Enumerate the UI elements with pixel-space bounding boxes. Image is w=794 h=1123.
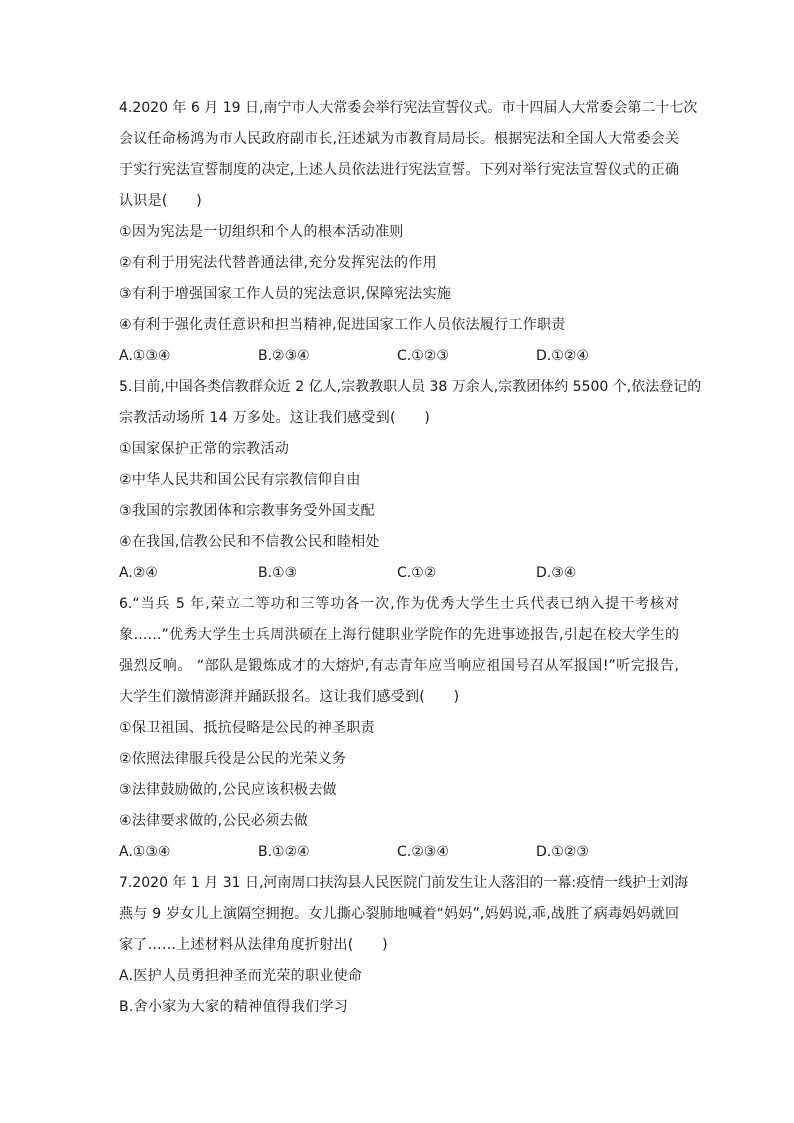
- question-7: [119, 873, 689, 1017]
- question-6-stem-line: 大学生们激情澎湃并踊跃报名。这让我们感受到( ): [119, 689, 460, 705]
- question-5-stem-line: 宗教活动场所 14 万多处。这让我们感受到( ): [119, 410, 431, 426]
- question-5-stem-line: 5.目前,中国各类信教群众近 2 亿人,宗教教职人员 38 万余人,宗教团体约 5500 个,依法登记的: [119, 379, 702, 395]
- option-c: C.①②③: [397, 348, 449, 364]
- question-4-stem-line: 于实行宪法宣誓制度的决定,上述人员依法进行宪法宣誓。下列对举行宪法宣誓仪式的正确: [119, 162, 679, 178]
- question-4-stem-line: 4.2020 年 6 月 19 日,南宁市人大常委会举行宪法宣誓仪式。市十四届人大常委会第二十七次: [119, 100, 698, 116]
- document-page: [119, 98, 702, 1028]
- question-5-statement: ①国家保护正常的宗教活动: [119, 441, 290, 457]
- question-5-statement: ②中华人民共和国公民有宗教信仰自由: [119, 472, 361, 488]
- question-5-options: [119, 563, 679, 583]
- question-4-statement: ③有利于增强国家工作人员的宪法意识,保障宪法实施: [119, 286, 452, 302]
- option-b: B.①③: [258, 565, 298, 581]
- question-6-statement: ③法律鼓励做的,公民应该积极去做: [119, 782, 337, 798]
- question-6-statement: ①保卫祖国、抵抗侵略是公民的神圣职责: [119, 720, 375, 736]
- question-4-statement: ②有利于用宪法代替普通法律,充分发挥宪法的作用: [119, 255, 437, 271]
- option-a: A.医护人员勇担神圣而光荣的职业使命: [119, 968, 363, 984]
- question-6-stem-line: 象……”优秀大学生士兵周洪硕在上海行健职业学院作的先进事迹报告,引起在校大学生的: [119, 627, 679, 643]
- question-7-stem-line: 7.2020 年 1 月 31 日,河南周口扶沟县人民医院门前发生让人落泪的一幕:疫情一线护士刘海: [119, 875, 689, 891]
- question-6: [119, 594, 679, 862]
- question-7-stem-line: 家了……上述材料从法律角度折射出( ): [119, 937, 388, 953]
- option-a: A.②④: [119, 565, 158, 581]
- question-6-statement: ④法律要求做的,公民必须去做: [119, 813, 309, 829]
- option-d: D.①②③: [536, 844, 589, 860]
- question-4-statement: ④有利于强化责任意识和担当精神,促进国家工作人员依法履行工作职责: [119, 317, 566, 333]
- option-b: B.舍小家为大家的精神值得我们学习: [119, 999, 349, 1015]
- question-5: [119, 377, 702, 583]
- option-b: B.②③④: [258, 348, 310, 364]
- question-4-options: [119, 346, 679, 366]
- question-4-statement: ①因为宪法是一切组织和个人的根本活动准则: [119, 224, 404, 240]
- option-d: D.①②④: [536, 348, 589, 364]
- question-4-stem-line: 会议任命杨鸿为市人民政府副市长,汪述斌为市教育局局长。根据宪法和全国人大常委会关: [119, 131, 679, 147]
- option-a: A.①③④: [119, 348, 171, 364]
- question-6-options: [119, 842, 679, 862]
- question-7-stem-line: 燕与 9 岁女儿上演隔空拥抱。女儿撕心裂肺地喊着“妈妈”,妈妈说,乖,战胜了病毒妈妈就回: [119, 906, 679, 922]
- option-c: C.②③④: [397, 844, 449, 860]
- question-6-statement: ②依照法律服兵役是公民的光荣义务: [119, 751, 347, 767]
- question-6-stem-line: 强烈反响。 “部队是锻炼成才的大熔炉,有志青年应当响应祖国号召从军报国!”听完报告,: [119, 658, 679, 674]
- option-a: A.①③④: [119, 844, 171, 860]
- question-6-stem-line: 6.“当兵 5 年,荣立二等功和三等功各一次,作为优秀大学生士兵代表已纳入提干考核对: [119, 596, 679, 612]
- option-d: D.③④: [536, 565, 577, 581]
- question-4: [119, 98, 698, 366]
- option-c: C.①②: [397, 565, 437, 581]
- question-5-statement: ③我国的宗教团体和宗教事务受外国支配: [119, 503, 375, 519]
- question-4-stem-line: 认识是( ): [119, 193, 203, 209]
- option-b: B.①②④: [258, 844, 310, 860]
- question-5-statement: ④在我国,信教公民和不信教公民和睦相处: [119, 534, 380, 550]
